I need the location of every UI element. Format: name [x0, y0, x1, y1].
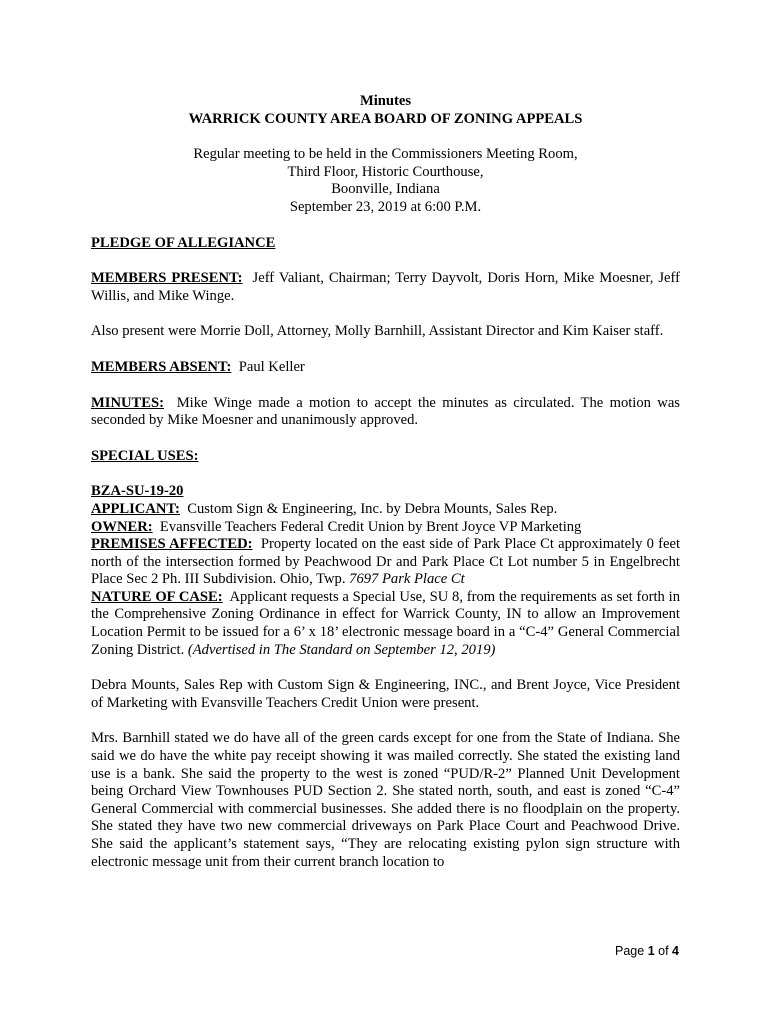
org-name: WARRICK COUNTY AREA BOARD OF ZONING APPEALS — [188, 110, 583, 127]
members-present — [91, 270, 680, 305]
members-absent — [91, 359, 680, 377]
applicant — [91, 501, 680, 519]
nature — [91, 589, 680, 659]
page-footer — [615, 944, 679, 958]
meeting-location-2: Third Floor, Historic Courthouse, — [287, 163, 484, 180]
members-absent-text: Paul Keller — [238, 358, 305, 375]
premises-address: 7697 Park Place Ct — [349, 571, 465, 588]
members-present-text: Jeff Valiant, Chairman; Terry Dayvolt, Doris Horn, Mike Moesner, Jeff Willis, and Mike Winge. — [91, 270, 680, 304]
premises-text: Property located on the east side of Park Place Ct approximately 0 feet north of the intersection formed by Peachwood Dr and Park Place Ct Lot number 5 in Engelbrecht Place Sec 2 Ph. III Subdivision. Ohio, Twp. — [91, 536, 680, 588]
meeting-date: September 23, 2019 at 6:00 P.M. — [289, 198, 482, 215]
minutes-text: Mike Winge made a motion to accept the minutes as circulated. The motion was seconded by Mike Moesner and unanimously approved. — [91, 394, 680, 429]
barnhill-paragraph: Mrs. Barnhill stated we do have all of the green cards except for one from the State of Indiana. She said we do have the white pay receipt showing it was mailed correctly. She stated the existing land use is a bank. She said the property to the west is zoned “PUD/R-2” Planned Unit Development being Orchard View Townhouses PUD Section 2. She stated north, south, and east is zoned “C-4” General Commercial with commercial businesses. She added there is no floodplain on the property. She stated they have two new commercial driveways on Park Place Court and Peachwood Drive. She said the applicant’s statement says, “They are relocating existing pylon sign structure with electronic message unit from their current branch location to — [91, 730, 680, 870]
meeting-location-1: Regular meeting to be held in the Commissioners Meeting Room, — [193, 146, 578, 163]
premises — [91, 536, 680, 589]
footer-page-total: 4 — [672, 944, 679, 958]
owner — [91, 519, 680, 537]
meeting-location-3: Boonville, Indiana — [331, 181, 440, 198]
footer-page-number: 1 — [647, 944, 655, 958]
nature-label: NATURE OF CASE: — [91, 588, 223, 605]
minutes-label: MINUTES: — [91, 394, 164, 411]
nature-text: Applicant requests a Special Use, SU 8, from the requirements as set forth in the Comprehensive Zoning Ordinance in effect for Warrick County, IN to allow an Improvement Location Permit to be issued for a 6’ x 18’ electronic message board in a “C-4” General Commercial Zoning District. — [91, 588, 680, 658]
owner-text: Evansville Teachers Federal Credit Union by Brent Joyce VP Marketing — [159, 518, 582, 535]
minutes — [91, 395, 680, 430]
footer-prefix: Page — [615, 944, 645, 958]
members-absent-label: MEMBERS ABSENT: — [91, 358, 232, 375]
advertised-note: (Advertised in The Standard on September 12, 2019) — [187, 641, 496, 658]
pledge-heading: PLEDGE OF ALLEGIANCE — [91, 234, 276, 251]
document-body — [91, 93, 680, 871]
also-present: Also present were Morrie Doll, Attorney, Molly Barnhill, Assistant Director and Kim Kaiser staff. — [91, 323, 664, 340]
applicant-label: APPLICANT: — [91, 500, 180, 517]
members-present-label: MEMBERS PRESENT: — [91, 270, 243, 287]
special-uses-heading: SPECIAL USES: — [91, 447, 199, 464]
case-number: BZA-SU-19-20 — [91, 483, 184, 500]
footer-of: of — [658, 944, 669, 958]
premises-label: PREMISES AFFECTED: — [91, 536, 253, 553]
owner-label: OWNER: — [91, 518, 153, 535]
applicant-text: Custom Sign & Engineering, Inc. by Debra Mounts, Sales Rep. — [187, 500, 558, 517]
present-paragraph: Debra Mounts, Sales Rep with Custom Sign & Engineering, INC., and Brent Joyce, Vice President of Marketing with Evansville Teachers Credit Union were present. — [91, 677, 680, 711]
doc-title: Minutes — [359, 93, 412, 109]
